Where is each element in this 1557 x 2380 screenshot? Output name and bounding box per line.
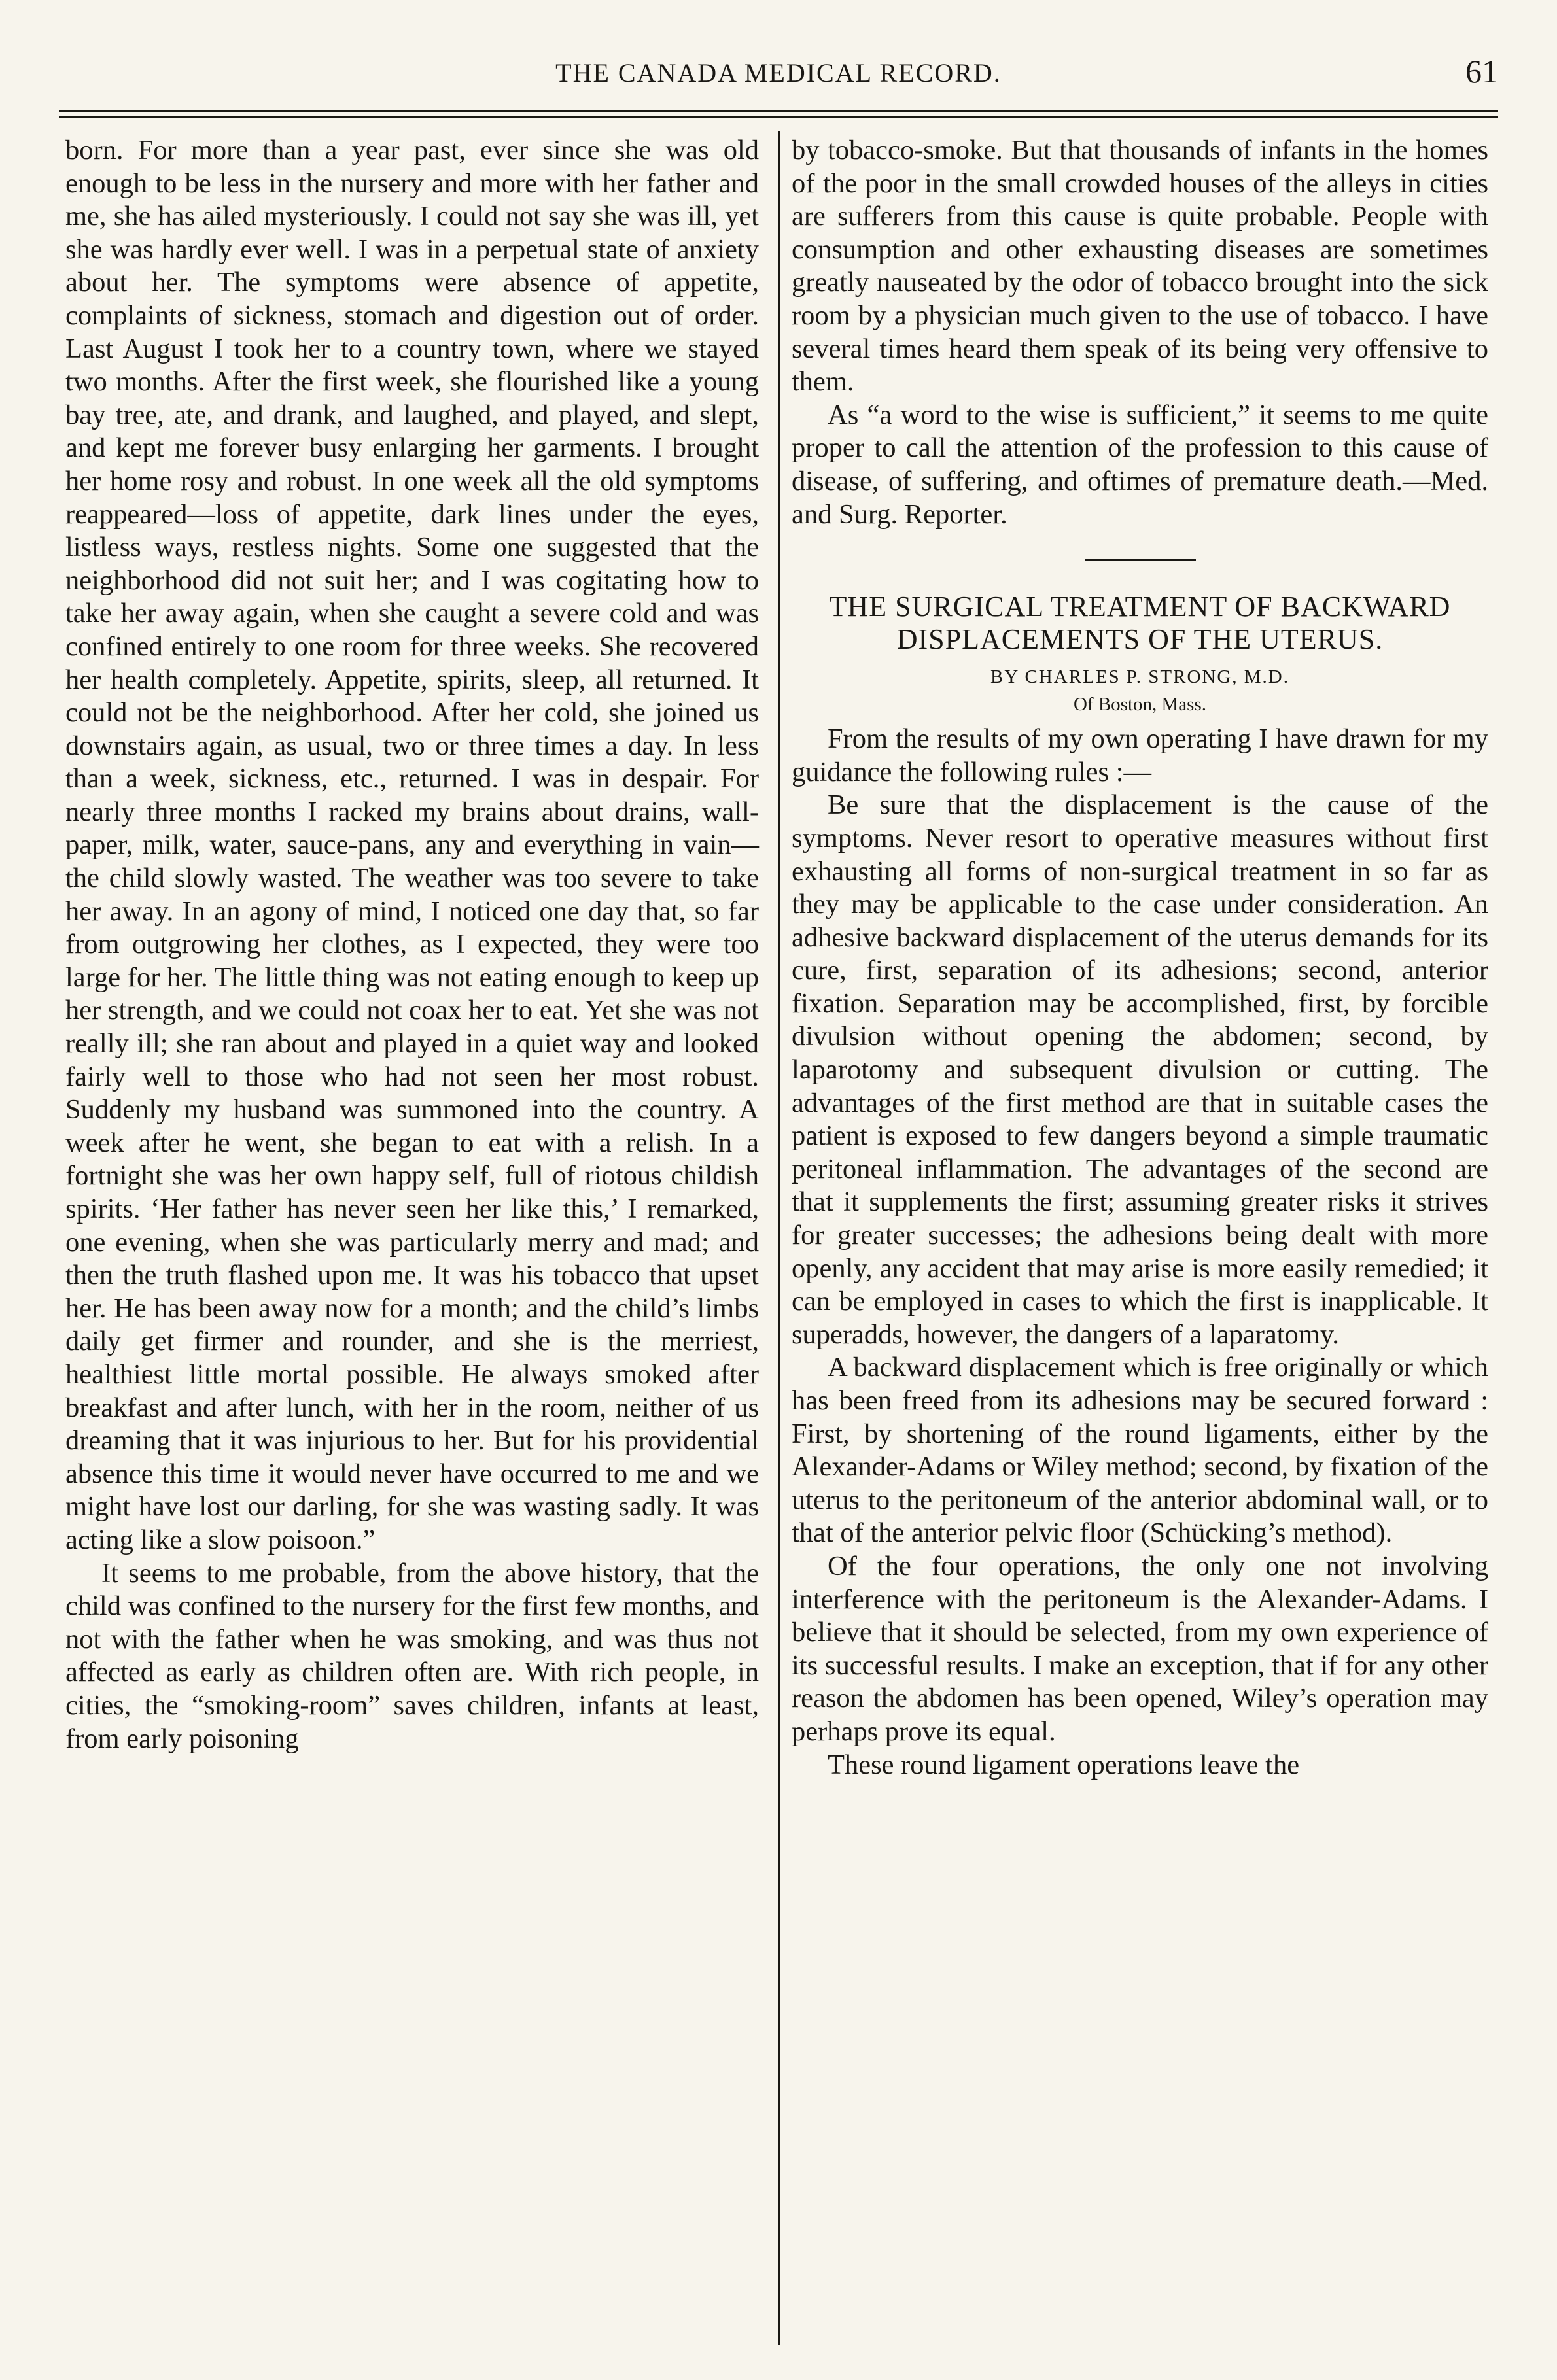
- author-affiliation: Of Boston, Mass.: [1073, 694, 1206, 716]
- right-column: [792, 134, 1488, 1782]
- section-separator: [1085, 559, 1196, 561]
- article-paragraph-2: Be sure that the displacement is the cause of the symptoms. Never resort to operative measures without first exhausting all forms of non-surgical treatment in so far as they may be applicable to the case under consideration. An adhesive backward displacement of the uterus demands for its cure, first, separation of its adhesions; second, anterior fixation. Separation may be accomplished, first, by forcible divulsion without opening the abdomen; second, by laparotomy and subsequent divulsion or cutting. The advantages of the first method are that in suitable cases the patient is exposed to few dangers beyond a simple traumatic peritoneal inflammation. The advantages of the second are that it supplements the first; assuming greater risks it strives for greater successes; the adhesions being dealt with more openly, any accident that may arise is more easily remedied; it can be employed in cases to which the first is inapplicable. It superadds, however, the dangers of a laparatomy.: [792, 789, 1488, 1350]
- article-title: THE SURGICAL TREATMENT OF BACKWARD DISPLACEMENTS OF THE UTERUS.: [829, 591, 1451, 656]
- left-paragraph-2: It seems to me probable, from the above history, that the child was confined to the nursery for the first few months, and not with the father when he was smoking, and was thus not affected as early as children often are. With rich people, in cities, the “smoking-room” saves children, infants at least, from early poisoning: [65, 1557, 759, 1754]
- left-column: [65, 134, 759, 1755]
- page-header: [59, 46, 1498, 105]
- article-paragraph-3: A backward displacement which is free originally or which has been freed from its adhesions may be secured forward : First, by shortening of the round ligaments, either by the Alexander-Adams or Wiley method; second, by fixation of the uterus to the peritoneum of the anterior abdominal wall, or to that of the anterior pelvic floor (Schücking’s method).: [792, 1352, 1488, 1549]
- article-byline: BY CHARLES P. STRONG, M.D.: [990, 666, 1289, 688]
- column-divider: [778, 131, 780, 2345]
- article-paragraph-4: Of the four operations, the only one not involving interference with the peritoneum is the Alexander-Adams. I believe that it should be selected, from my own experience of its successful results. I make an exception, that if for any other reason the abdomen has been opened, Wiley’s operation may perhaps prove its equal.: [792, 1550, 1488, 1747]
- article-paragraph-1: From the results of my own operating I have drawn for my guidance the following rules :—: [792, 723, 1488, 787]
- header-rule-top: [59, 110, 1498, 112]
- article-paragraph-5: These round ligament operations leave the: [828, 1749, 1300, 1780]
- running-title: THE CANADA MEDICAL RECORD.: [555, 58, 1002, 88]
- right-paragraph-1: by tobacco-smoke. But that thousands of infants in the homes of the poor in the small crowded houses of the alleys in cities are sufferers from this cause is quite probable. People with consumption and other exhausting diseases are sometimes greatly nauseated by the odor of tobacco brought into the sick room by a physician much given to the use of tobacco. I have several times heard them speak of its being very offensive to them.: [792, 135, 1488, 398]
- right-paragraph-2: As “a word to the wise is sufficient,” it seems to me quite proper to call the attention of the profession to this cause of disease, of suffering, and oftimes of premature death.—Med. and Surg. Reporter.: [792, 399, 1488, 530]
- left-paragraph-1: born. For more than a year past, ever since she was old enough to be less in the nursery and more with her father and me, she has ailed mysteriously. I could not say she was ill, yet she was hardly ever well. I was in a perpetual state of anxiety about her. The symptoms were absence of appetite, complaints of sickness, stomach and digestion out of order. Last August I took her to a country town, where we stayed two months. After the first week, she flourished like a young bay tree, ate, and drank, and laughed, and played, and slept, and kept me forever busy enlarging her garments. I brought her home rosy and robust. In one week all the old symptoms reappeared—loss of appetite, dark lines under the eyes, listless ways, restless nights. Some one suggested that the neighborhood did not suit her; and I was cogitating how to take her away again, when she caught a severe cold and was confined entirely to one room for three weeks. She recovered her health completely. Appetite, spirits, sleep, all returned. It could not be the neighborhood. After her cold, she joined us downstairs again, as usual, two or three times a day. In less than a week, sickness, etc., returned. I was in despair. For nearly three months I racked my brains about drains, wall-paper, milk, water, sauce-pans, any and everything in vain—the child slowly wasted. The weather was too severe to take her away. In an agony of mind, I noticed one day that, so far from outgrowing her clothes, as I expected, they were too large for her. The little thing was not eating enough to keep up her strength, and we could not coax her to eat. Yet she was not really ill; she ran about and played in a quiet way and looked fairly well to those who had not seen her most robust. Suddenly my husband was summoned into the country. A week after he went, she began to eat with a relish. In a fortnight she was her own happy self, full of riotous childish spirits. ‘Her father has never seen her like this,’ I remarked, one evening, when she was particularly merry and mad; and then the truth flashed upon me. It was his tobacco that upset her. He has been away now for a month; and the child’s limbs daily get firmer and rounder, and she is the merriest, healthiest little mortal possible. He always smoked after breakfast and after lunch, with her in the room, neither of us dreaming that it was injurious to her. But for his providential absence this time it would never have occurred to me and we might have lost our darling, for she was wasting sadly. It was acting like a slow poisoon.”: [65, 135, 759, 1555]
- header-rule-bottom: [59, 116, 1498, 118]
- page-number: 61: [1465, 53, 1498, 90]
